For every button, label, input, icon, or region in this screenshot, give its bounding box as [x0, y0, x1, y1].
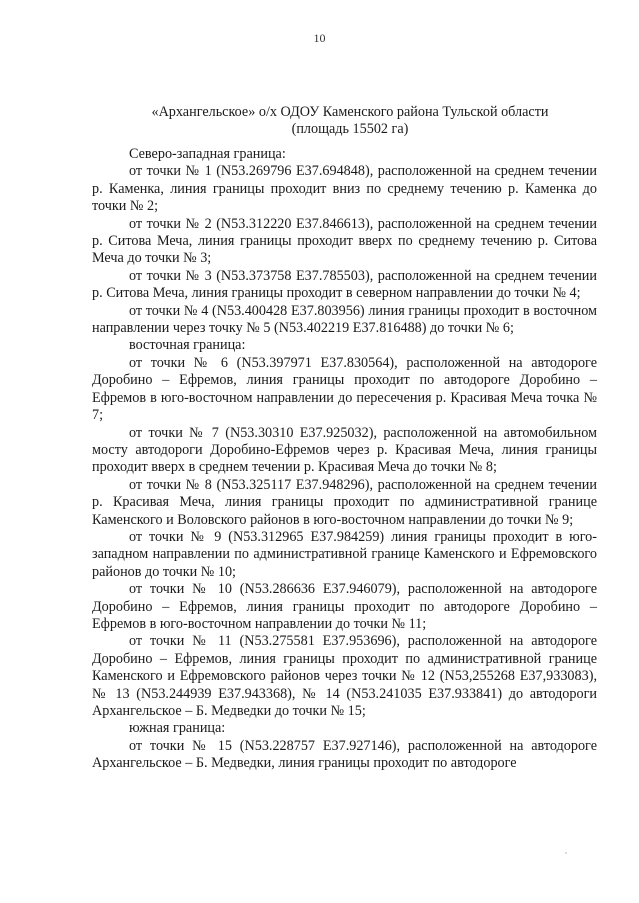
section-heading: восточная граница:	[129, 337, 246, 354]
boundary-paragraph: от точки № 4 (N53.400428 E37.803956) линия границы проходит в восточном направлении через точку № 5 (N53.402219 E37.816488) до точки № 6;	[92, 302, 597, 337]
document-body	[92, 146, 597, 773]
boundary-paragraph: от точки № 1 (N53.269796 E37.694848), расположенной на среднем течении р. Каменка, линия границы проходит вниз по среднему течению р. Каменка до точки № 2;	[92, 163, 597, 215]
section-heading: южная граница:	[129, 720, 226, 737]
section-heading: Северо-западная граница:	[129, 146, 286, 162]
boundary-paragraph: от точки № 3 (N53.373758 E37.785503), расположенной на среднем течении р. Ситова Меча, линия границы проходит в северном направлении до точки № 4;	[92, 267, 597, 302]
boundary-paragraph: от точки № 11 (N53.275581 E37.953696), расположенной на автодороге Доробино – Ефремов, линия границы проходит по административной границе Каменского и Ефремовского районов через точки № 12 (N53,255268 E37,933083), № 13 (N53.244939 E37.943368), № 14 (N53.241035 E37.933841) до автодороги Архангельское – Б. Медведки до точки № 15;	[92, 633, 597, 719]
title-line-1: «Архангельское» о/х ОДОУ Каменского района Тульской области	[151, 104, 549, 120]
document-title	[70, 104, 630, 138]
scan-speck	[565, 852, 567, 854]
boundary-paragraph: от точки № 9 (N53.312965 E37.984259) линия границы проходит в юго-западном направлении по административной границе Каменского и Ефремовского районов до точки № 10;	[92, 528, 597, 580]
boundary-paragraph: от точки № 2 (N53.312220 E37.846613), расположенной на среднем течении р. Ситова Меча, линия границы проходит вверх по среднему течению р. Ситова Меча до точки № 3;	[92, 215, 597, 267]
boundary-paragraph: от точки № 15 (N53.228757 E37.927146), расположенной на автодороге Архангельское – Б. Медведки, линия границы проходит по автодороге	[92, 737, 597, 772]
title-line-2: (площадь 15502 га)	[291, 121, 409, 137]
boundary-paragraph: от точки № 8 (N53.325117 E37.948296), расположенной на среднем течении р. Красивая Меча, линия границы проходит по административной границе Каменского и Воловского районов в юго-восточном направлении до точки № 9;	[92, 476, 597, 528]
boundary-paragraph: от точки № 10 (N53.286636 E37.946079), расположенной на автодороге Доробино – Ефремов, линия границы проходит по автодороге Доробино – Ефремов в юго-восточном направлении до точки № 11;	[92, 581, 597, 632]
boundary-paragraph: от точки № 7 (N53.30310 E37.925032), расположенной на автомобильном мосту автодороги Доробино-Ефремов через р. Красивая Меча, линия границы проходит вверх в среднем течении р. Красивая Меча до точки № 8;	[92, 424, 597, 476]
page-number: 10	[313, 31, 326, 45]
boundary-paragraph: от точки № 6 (N53.397971 E37.830564), расположенной на автодороге Доробино – Ефремов, линия границы проходит по автодороге Доробино – Ефремов в юго-восточном направлении до пересечения р. Красивая Меча точка № 7;	[92, 354, 597, 424]
